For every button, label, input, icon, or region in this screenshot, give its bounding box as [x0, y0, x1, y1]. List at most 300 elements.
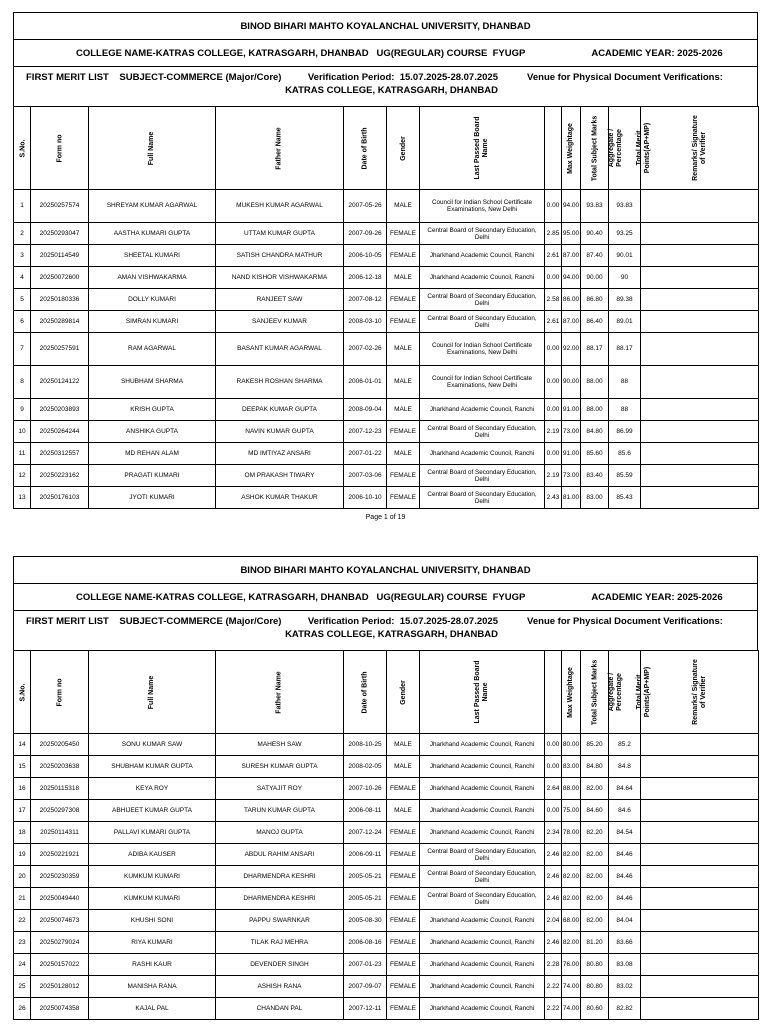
cell-gender: MALE	[387, 756, 420, 778]
cell-agg: 82.20	[581, 822, 609, 844]
cell-dob: 2006-10-05	[344, 245, 387, 267]
course-name: UG(REGULAR) COURSE FYUGP	[376, 591, 526, 603]
cell-maxw: 2.58	[545, 289, 562, 311]
col-dob: Date of Birth	[344, 651, 387, 734]
cell-name: SHUBHAM SHARMA	[89, 366, 216, 399]
cell-marks: 74.00	[562, 976, 581, 998]
cell-father: NAVIN KUMAR GUPTA	[216, 421, 344, 443]
col-gender: Gender	[387, 651, 420, 734]
cell-marks: 82.00	[562, 888, 581, 910]
cell-sno: 26	[14, 998, 31, 1020]
cell-sno: 2	[14, 223, 31, 245]
col-father-name: Father Name	[216, 107, 344, 190]
col-max-weightage: Max Weightage	[545, 651, 562, 734]
cell-father: MUKESH KUMAR AGARWAL	[216, 190, 344, 223]
table-row	[14, 223, 759, 245]
cell-sno: 5	[14, 289, 31, 311]
cell-sno: 12	[14, 465, 31, 487]
cell-father: UTTAM KUMAR GUPTA	[216, 223, 344, 245]
cell-marks: 78.00	[562, 822, 581, 844]
cell-merit: 89.38	[609, 289, 641, 311]
cell-sno: 15	[14, 756, 31, 778]
cell-name: ADIBA KAUSER	[89, 844, 216, 866]
cell-gender: MALE	[387, 800, 420, 822]
cell-marks: 87.00	[562, 245, 581, 267]
cell-name: KRISH GUPTA	[89, 399, 216, 421]
cell-merit: 83.66	[609, 932, 641, 954]
cell-gender: FEMALE	[387, 778, 420, 800]
col-aggregate: Aggregate / Percentage	[581, 651, 609, 734]
cell-sno: 3	[14, 245, 31, 267]
merit-table-body	[14, 734, 759, 1020]
cell-agg: 84.60	[581, 800, 609, 822]
cell-sno: 11	[14, 443, 31, 465]
cell-merit: 84.46	[609, 844, 641, 866]
cell-sno: 17	[14, 800, 31, 822]
cell-remarks	[641, 778, 759, 800]
cell-maxw: 2.22	[545, 998, 562, 1020]
cell-name: KHUSHI SONI	[89, 910, 216, 932]
cell-gender: FEMALE	[387, 822, 420, 844]
cell-sno: 22	[14, 910, 31, 932]
table-row	[14, 866, 759, 888]
cell-board: Jharkhand Academic Council, Ranchi	[420, 800, 545, 822]
cell-dob: 2008-09-04	[344, 399, 387, 421]
cell-name: RAM AGARWAL	[89, 333, 216, 366]
cell-merit: 88	[609, 366, 641, 399]
cell-father: OM PRAKASH TIWARY	[216, 465, 344, 487]
cell-gender: FEMALE	[387, 487, 420, 509]
table-row	[14, 421, 759, 443]
col-merit-points: Total Merit Points(AP+MP)	[609, 107, 641, 190]
cell-remarks	[641, 421, 759, 443]
cell-form: 20250293047	[31, 223, 89, 245]
cell-dob: 2006-12-18	[344, 267, 387, 289]
merit-table-body	[14, 190, 759, 509]
col-full-name: Full Name	[89, 107, 216, 190]
cell-father: ASHOK KUMAR THAKUR	[216, 487, 344, 509]
cell-maxw: 0.00	[545, 366, 562, 399]
cell-agg: 82.00	[581, 866, 609, 888]
cell-remarks	[641, 289, 759, 311]
cell-merit: 90.01	[609, 245, 641, 267]
cell-form: 20250205450	[31, 734, 89, 756]
cell-form: 20250221921	[31, 844, 89, 866]
cell-marks: 94.00	[562, 267, 581, 289]
cell-form: 20250157022	[31, 954, 89, 976]
cell-name: KAJAL PAL	[89, 998, 216, 1020]
cell-marks: 82.00	[562, 932, 581, 954]
cell-form: 20250049440	[31, 888, 89, 910]
table-row	[14, 844, 759, 866]
cell-marks: 73.00	[562, 465, 581, 487]
cell-board: Council for Indian School Certificate Examinations, New Delhi	[420, 366, 545, 399]
cell-gender: FEMALE	[387, 910, 420, 932]
cell-form: 20250230359	[31, 866, 89, 888]
cell-maxw: 2.28	[545, 954, 562, 976]
cell-form: 20250203893	[31, 399, 89, 421]
cell-dob: 2007-12-23	[344, 421, 387, 443]
cell-merit: 84.64	[609, 778, 641, 800]
cell-remarks	[641, 465, 759, 487]
table-row	[14, 800, 759, 822]
cell-merit: 88	[609, 399, 641, 421]
cell-dob: 2005-08-30	[344, 910, 387, 932]
cell-father: ASHISH RANA	[216, 976, 344, 998]
cell-name: PALLAVI KUMARI GUPTA	[89, 822, 216, 844]
cell-remarks	[641, 800, 759, 822]
academic-year: ACADEMIC YEAR: 2025-2026	[591, 591, 723, 603]
cell-gender: MALE	[387, 267, 420, 289]
cell-marks: 87.00	[562, 311, 581, 333]
col-sno: S.No.	[14, 651, 31, 734]
cell-remarks	[641, 866, 759, 888]
cell-name: ANSHIKA GUPTA	[89, 421, 216, 443]
cell-maxw: 2.19	[545, 421, 562, 443]
cell-maxw: 0.00	[545, 800, 562, 822]
cell-dob: 2006-01-01	[344, 366, 387, 399]
cell-sno: 9	[14, 399, 31, 421]
cell-maxw: 2.46	[545, 932, 562, 954]
course-name: UG(REGULAR) COURSE FYUGP	[376, 47, 526, 59]
cell-dob: 2008-03-10	[344, 311, 387, 333]
cell-father: ABDUL RAHIM ANSARI	[216, 844, 344, 866]
cell-maxw: 2.43	[545, 487, 562, 509]
cell-sno: 24	[14, 954, 31, 976]
col-merit-points: Total Merit Points(AP+MP)	[609, 651, 641, 734]
cell-gender: FEMALE	[387, 976, 420, 998]
cell-remarks	[641, 245, 759, 267]
cell-dob: 2007-05-26	[344, 190, 387, 223]
cell-maxw: 2.04	[545, 910, 562, 932]
cell-sno: 21	[14, 888, 31, 910]
cell-remarks	[641, 844, 759, 866]
cell-maxw: 2.46	[545, 888, 562, 910]
cell-board: Central Board of Secondary Education, Delhi	[420, 311, 545, 333]
table-row	[14, 443, 759, 465]
col-father-name: Father Name	[216, 651, 344, 734]
col-remarks: Remarks/ Signature of Verifier	[641, 651, 759, 734]
cell-merit: 85.6	[609, 443, 641, 465]
cell-agg: 86.40	[581, 311, 609, 333]
cell-dob: 2005-05-21	[344, 866, 387, 888]
cell-marks: 94.00	[562, 190, 581, 223]
cell-father: CHANDAN PAL	[216, 998, 344, 1020]
cell-name: SHUBHAM KUMAR GUPTA	[89, 756, 216, 778]
cell-name: SHEETAL KUMARI	[89, 245, 216, 267]
cell-form: 20250279024	[31, 932, 89, 954]
cell-form: 20250312557	[31, 443, 89, 465]
cell-remarks	[641, 822, 759, 844]
merit-list-page-2	[13, 556, 758, 1020]
page-footer: Page 1 of 19	[365, 514, 406, 521]
cell-father: NAND KISHOR VISHWAKARMA	[216, 267, 344, 289]
cell-remarks	[641, 443, 759, 465]
cell-maxw: 2.34	[545, 822, 562, 844]
cell-marks: 86.00	[562, 289, 581, 311]
cell-dob: 2007-09-26	[344, 223, 387, 245]
cell-name: RASHI KAUR	[89, 954, 216, 976]
college-course-line	[13, 39, 758, 66]
cell-remarks	[641, 487, 759, 509]
cell-gender: FEMALE	[387, 998, 420, 1020]
cell-dob: 2007-12-11	[344, 998, 387, 1020]
col-max-weightage: Max Weightage	[545, 107, 562, 190]
cell-merit: 93.83	[609, 190, 641, 223]
cell-name: RIYA KUMARI	[89, 932, 216, 954]
cell-gender: MALE	[387, 734, 420, 756]
cell-name: SHREYAM KUMAR AGARWAL	[89, 190, 216, 223]
cell-name: ABHIJEET KUMAR GUPTA	[89, 800, 216, 822]
cell-sno: 1	[14, 190, 31, 223]
cell-marks: 91.00	[562, 399, 581, 421]
cell-sno: 7	[14, 333, 31, 366]
cell-maxw: 0.00	[545, 333, 562, 366]
cell-marks: 73.00	[562, 421, 581, 443]
table-row	[14, 910, 759, 932]
cell-gender: FEMALE	[387, 844, 420, 866]
cell-form: 20250297308	[31, 800, 89, 822]
cell-board: Jharkhand Academic Council, Ranchi	[420, 954, 545, 976]
cell-dob: 2008-02-05	[344, 756, 387, 778]
cell-agg: 85.20	[581, 734, 609, 756]
cell-gender: MALE	[387, 399, 420, 421]
cell-name: PRAGATI KUMARI	[89, 465, 216, 487]
cell-board: Jharkhand Academic Council, Ranchi	[420, 976, 545, 998]
cell-agg: 90.00	[581, 267, 609, 289]
cell-maxw: 2.61	[545, 245, 562, 267]
cell-remarks	[641, 734, 759, 756]
col-full-name: Full Name	[89, 651, 216, 734]
cell-maxw: 0.00	[545, 443, 562, 465]
venue-label: Venue for Physical Document Verifications:	[527, 72, 723, 83]
list-name: FIRST MERIT LIST	[26, 616, 109, 627]
cell-father: DHARMENDRA KESHRI	[216, 888, 344, 910]
cell-gender: FEMALE	[387, 465, 420, 487]
cell-dob: 2006-08-11	[344, 800, 387, 822]
cell-form: 20250264244	[31, 421, 89, 443]
cell-father: PAPPU SWARNKAR	[216, 910, 344, 932]
cell-agg: 80.80	[581, 954, 609, 976]
cell-merit: 86.99	[609, 421, 641, 443]
cell-board: Jharkhand Academic Council, Ranchi	[420, 245, 545, 267]
cell-board: Central Board of Secondary Education, Delhi	[420, 421, 545, 443]
table-row	[14, 487, 759, 509]
cell-marks: 90.00	[562, 366, 581, 399]
table-row	[14, 976, 759, 998]
verification-period: Verification Period: 15.07.2025-28.07.2025	[307, 72, 498, 83]
cell-merit: 89.01	[609, 311, 641, 333]
cell-name: SIMRAN KUMARI	[89, 311, 216, 333]
cell-dob: 2007-02-26	[344, 333, 387, 366]
cell-merit: 83.02	[609, 976, 641, 998]
cell-name: DOLLY KUMARI	[89, 289, 216, 311]
cell-gender: FEMALE	[387, 866, 420, 888]
col-sno: S.No.	[14, 107, 31, 190]
cell-sno: 20	[14, 866, 31, 888]
cell-maxw: 2.19	[545, 465, 562, 487]
col-subject-marks: Total Subject Marks	[562, 651, 581, 734]
cell-board: Jharkhand Academic Council, Ranchi	[420, 443, 545, 465]
university-title: BINOD BIHARI MAHTO KOYALANCHAL UNIVERSITY, DHANBAD	[13, 556, 758, 583]
col-board: Last Passed Board Name	[420, 107, 545, 190]
cell-marks: 68.00	[562, 910, 581, 932]
merit-list-info	[13, 610, 758, 650]
cell-remarks	[641, 190, 759, 223]
cell-remarks	[641, 333, 759, 366]
cell-dob: 2006-10-10	[344, 487, 387, 509]
cell-name: MANISHA RANA	[89, 976, 216, 998]
cell-marks: 83.00	[562, 756, 581, 778]
cell-father: DHARMENDRA KESHRI	[216, 866, 344, 888]
cell-gender: FEMALE	[387, 289, 420, 311]
cell-name: AASTHA KUMARI GUPTA	[89, 223, 216, 245]
table-row	[14, 822, 759, 844]
cell-maxw: 2.46	[545, 844, 562, 866]
cell-agg: 86.80	[581, 289, 609, 311]
cell-board: Jharkhand Academic Council, Ranchi	[420, 822, 545, 844]
cell-father: BASANT KUMAR AGARWAL	[216, 333, 344, 366]
cell-gender: MALE	[387, 443, 420, 465]
table-header-row	[14, 107, 759, 190]
cell-name: AMAN VISHWAKARMA	[89, 267, 216, 289]
cell-board: Jharkhand Academic Council, Ranchi	[420, 399, 545, 421]
cell-maxw: 2.46	[545, 866, 562, 888]
table-row	[14, 289, 759, 311]
cell-remarks	[641, 756, 759, 778]
cell-form: 20250115318	[31, 778, 89, 800]
cell-form: 20250176103	[31, 487, 89, 509]
cell-dob: 2008-10-25	[344, 734, 387, 756]
cell-board: Jharkhand Academic Council, Ranchi	[420, 910, 545, 932]
cell-agg: 82.00	[581, 888, 609, 910]
cell-name: MD REHAN ALAM	[89, 443, 216, 465]
merit-table	[13, 650, 759, 1020]
cell-agg: 83.00	[581, 487, 609, 509]
table-row	[14, 998, 759, 1020]
cell-dob: 2007-01-23	[344, 954, 387, 976]
cell-dob: 2006-08-16	[344, 932, 387, 954]
cell-gender: FEMALE	[387, 954, 420, 976]
cell-father: MD IMTIYAZ ANSARI	[216, 443, 344, 465]
cell-merit: 88.17	[609, 333, 641, 366]
cell-maxw: 2.64	[545, 778, 562, 800]
cell-gender: FEMALE	[387, 245, 420, 267]
subject-name: SUBJECT-COMMERCE (Major/Core)	[119, 72, 282, 83]
cell-gender: MALE	[387, 366, 420, 399]
cell-board: Council for Indian School Certificate Examinations, New Delhi	[420, 190, 545, 223]
cell-board: Jharkhand Academic Council, Ranchi	[420, 998, 545, 1020]
cell-marks: 82.00	[562, 844, 581, 866]
cell-father: SURESH KUMAR GUPTA	[216, 756, 344, 778]
table-row	[14, 932, 759, 954]
college-course-line	[13, 583, 758, 610]
cell-sno: 4	[14, 267, 31, 289]
cell-marks: 76.00	[562, 954, 581, 976]
col-subject-marks: Total Subject Marks	[562, 107, 581, 190]
cell-remarks	[641, 366, 759, 399]
cell-merit: 84.6	[609, 800, 641, 822]
cell-agg: 84.80	[581, 756, 609, 778]
cell-merit: 93.25	[609, 223, 641, 245]
cell-dob: 2007-01-22	[344, 443, 387, 465]
cell-gender: MALE	[387, 333, 420, 366]
cell-board: Jharkhand Academic Council, Ranchi	[420, 778, 545, 800]
cell-gender: FEMALE	[387, 311, 420, 333]
cell-agg: 84.80	[581, 421, 609, 443]
cell-father: SATYAJIT ROY	[216, 778, 344, 800]
cell-marks: 95.00	[562, 223, 581, 245]
table-row	[14, 190, 759, 223]
cell-dob: 2007-03-06	[344, 465, 387, 487]
cell-remarks	[641, 399, 759, 421]
cell-dob: 2007-09-07	[344, 976, 387, 998]
cell-name: KUMKUM KUMARI	[89, 888, 216, 910]
cell-gender: FEMALE	[387, 421, 420, 443]
merit-table	[13, 106, 759, 509]
cell-merit: 84.46	[609, 888, 641, 910]
cell-marks: 80.00	[562, 734, 581, 756]
col-gender: Gender	[387, 107, 420, 190]
cell-gender: MALE	[387, 190, 420, 223]
cell-agg: 88.17	[581, 333, 609, 366]
college-name: COLLEGE NAME-KATRAS COLLEGE, KATRASGARH, DHANBAD	[76, 47, 369, 59]
college-name: COLLEGE NAME-KATRAS COLLEGE, KATRASGARH, DHANBAD	[76, 591, 369, 603]
cell-form: 20250124122	[31, 366, 89, 399]
cell-marks: 91.00	[562, 443, 581, 465]
table-row	[14, 399, 759, 421]
cell-dob: 2007-10-26	[344, 778, 387, 800]
col-form-no: Form no	[31, 651, 89, 734]
cell-remarks	[641, 954, 759, 976]
cell-agg: 82.00	[581, 778, 609, 800]
cell-agg: 82.00	[581, 910, 609, 932]
cell-form: 20250180336	[31, 289, 89, 311]
merit-list-info	[13, 66, 758, 106]
col-remarks: Remarks/ Signature of Verifier	[641, 107, 759, 190]
cell-sno: 18	[14, 822, 31, 844]
col-board: Last Passed Board Name	[420, 651, 545, 734]
cell-merit: 85.59	[609, 465, 641, 487]
cell-agg: 88.00	[581, 399, 609, 421]
cell-marks: 88.00	[562, 778, 581, 800]
table-row	[14, 778, 759, 800]
col-dob: Date of Birth	[344, 107, 387, 190]
venue-label: Venue for Physical Document Verifications:	[527, 616, 723, 627]
cell-father: DEVENDER SINGH	[216, 954, 344, 976]
cell-sno: 16	[14, 778, 31, 800]
cell-maxw: 0.00	[545, 267, 562, 289]
cell-remarks	[641, 998, 759, 1020]
cell-remarks	[641, 888, 759, 910]
cell-board: Central Board of Secondary Education, Delhi	[420, 465, 545, 487]
cell-father: MANOJ GUPTA	[216, 822, 344, 844]
cell-sno: 6	[14, 311, 31, 333]
cell-sno: 10	[14, 421, 31, 443]
cell-agg: 93.83	[581, 190, 609, 223]
cell-board: Central Board of Secondary Education, Delhi	[420, 289, 545, 311]
cell-marks: 81.00	[562, 487, 581, 509]
cell-maxw: 2.61	[545, 311, 562, 333]
cell-name: KEYA ROY	[89, 778, 216, 800]
cell-dob: 2006-09-11	[344, 844, 387, 866]
cell-dob: 2007-08-12	[344, 289, 387, 311]
cell-sno: 23	[14, 932, 31, 954]
table-row	[14, 366, 759, 399]
cell-agg: 88.00	[581, 366, 609, 399]
cell-dob: 2005-05-21	[344, 888, 387, 910]
cell-form: 20250074673	[31, 910, 89, 932]
